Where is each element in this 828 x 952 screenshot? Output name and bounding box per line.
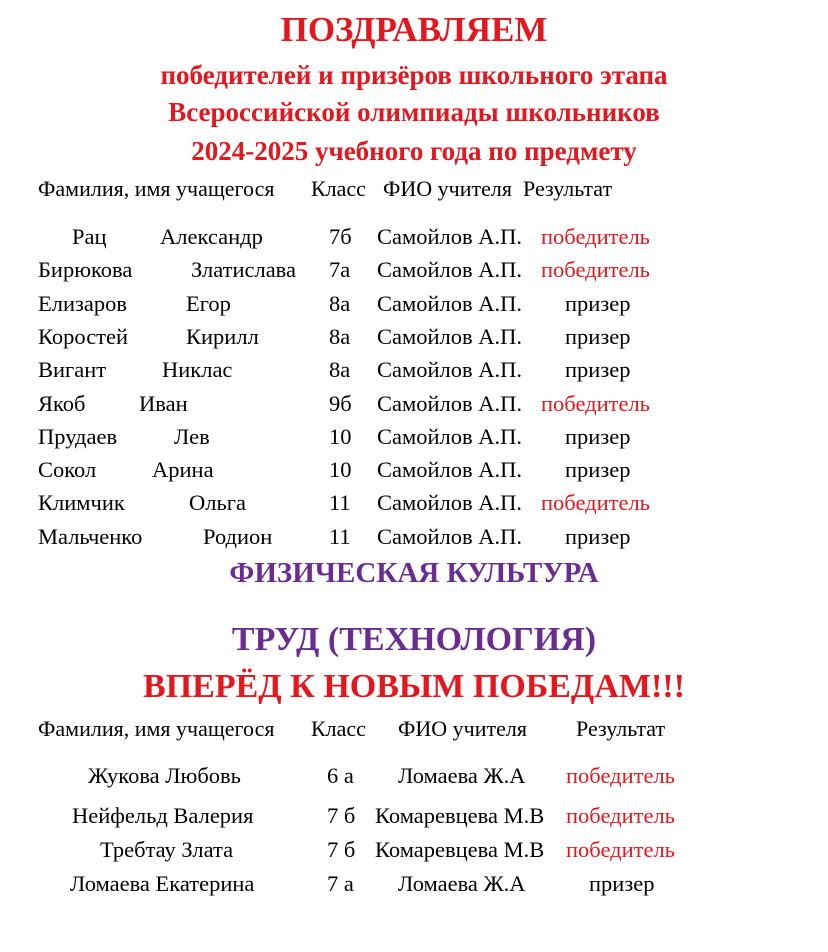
student-class: 11 xyxy=(329,490,351,515)
student-class: 8а xyxy=(329,357,351,382)
teacher-name: Самойлов А.П. xyxy=(377,424,522,449)
teacher-name: Самойлов А.П. xyxy=(377,257,522,282)
student-first-name: Егор xyxy=(186,291,231,316)
student-first-name: Ольга xyxy=(189,490,246,515)
student-last-name: Вигант xyxy=(38,357,107,382)
col-student-header: Фамилия, имя учащегося xyxy=(38,176,275,201)
slogan: ВПЕРЁД К НОВЫМ ПОБЕДАМ!!! xyxy=(143,668,685,705)
student-last-name: Мальченко xyxy=(38,524,143,549)
teacher-name: Самойлов А.П. xyxy=(377,357,522,382)
result-winner: победитель xyxy=(566,837,675,862)
teacher-name: Самойлов А.П. xyxy=(377,490,522,515)
col-class-header: Класс xyxy=(311,716,366,741)
student-class: 11 xyxy=(329,524,351,549)
teacher-name: Самойлов А.П. xyxy=(377,391,522,416)
result-winner: победитель xyxy=(541,257,650,282)
result-winner: победитель xyxy=(541,224,650,249)
student-class: 9б xyxy=(329,391,352,416)
teacher-name: Ломаева Ж.А xyxy=(398,763,526,788)
student-first-name: Лев xyxy=(174,424,210,449)
student-first-name: Никлас xyxy=(162,357,233,382)
teacher-name: Самойлов А.П. xyxy=(377,324,522,349)
col-teacher-header: ФИО учителя xyxy=(383,176,512,201)
student-class: 6 а xyxy=(327,763,354,788)
result-winner: победитель xyxy=(566,763,675,788)
student-class: 8а xyxy=(329,291,351,316)
student-last-name: Елизаров xyxy=(38,291,128,316)
result-prize: призер xyxy=(589,871,655,896)
student-class: 10 xyxy=(329,424,352,449)
teacher-name: Самойлов А.П. xyxy=(377,291,522,316)
student-first-name: Кирилл xyxy=(186,324,259,349)
student-class: 7 б xyxy=(327,803,356,828)
student-class: 7 б xyxy=(327,837,356,862)
result-prize: призер xyxy=(565,357,631,382)
student-name: Требтау Злата xyxy=(100,837,234,862)
student-first-name: Александр xyxy=(160,224,263,249)
teacher-name: Самойлов А.П. xyxy=(377,457,522,482)
student-name: Ломаева Екатерина xyxy=(70,871,255,896)
student-first-name: Иван xyxy=(139,391,188,416)
student-last-name: Климчик xyxy=(38,490,125,515)
student-last-name: Прудаев xyxy=(38,424,118,449)
student-class: 10 xyxy=(329,457,352,482)
result-prize: призер xyxy=(565,424,631,449)
page-title: ПОЗДРАВЛЯЕМ xyxy=(280,10,548,49)
result-prize: призер xyxy=(565,291,631,316)
result-winner: победитель xyxy=(541,490,650,515)
col-teacher-header: ФИО учителя xyxy=(398,716,527,741)
student-first-name: Златислава xyxy=(191,257,296,282)
student-last-name: Рац xyxy=(72,224,107,249)
student-class: 7а xyxy=(329,257,351,282)
student-first-name: Арина xyxy=(152,457,214,482)
student-last-name: Якоб xyxy=(38,391,86,416)
student-last-name: Сокол xyxy=(38,457,97,482)
teacher-name: Комаревцева М.В xyxy=(375,803,545,828)
result-winner: победитель xyxy=(566,803,675,828)
student-class: 7б xyxy=(329,224,352,249)
teacher-name: Ломаева Ж.А xyxy=(398,871,526,896)
subtitle-line-2: Всероссийской олимпиады школьников xyxy=(168,97,660,127)
student-first-name: Родион xyxy=(203,524,273,549)
result-winner: победитель xyxy=(541,391,650,416)
student-name: Жукова Любовь xyxy=(88,763,241,788)
col-result-header: Результат xyxy=(576,716,666,741)
result-prize: призер xyxy=(565,324,631,349)
student-last-name: Коростей xyxy=(38,324,129,349)
teacher-name: Самойлов А.П. xyxy=(377,524,522,549)
col-student-header: Фамилия, имя учащегося xyxy=(38,716,275,741)
col-result-header: Результат xyxy=(523,176,613,201)
result-prize: призер xyxy=(565,457,631,482)
subtitle-line-3: 2024-2025 учебного года по предмету xyxy=(191,136,637,166)
subject-title-pe: ФИЗИЧЕСКАЯ КУЛЬТУРА xyxy=(229,557,599,589)
student-class: 8а xyxy=(329,324,351,349)
teacher-name: Самойлов А.П. xyxy=(377,224,522,249)
subtitle-line-1: победителей и призёров школьного этапа xyxy=(160,60,668,90)
student-name: Нейфельд Валерия xyxy=(72,803,254,828)
col-class-header: Класс xyxy=(311,176,366,201)
result-prize: призер xyxy=(565,524,631,549)
teacher-name: Комаревцева М.В xyxy=(375,837,545,862)
student-last-name: Бирюкова xyxy=(38,257,133,282)
subject-title-technology: ТРУД (ТЕХНОЛОГИЯ) xyxy=(231,621,597,658)
student-class: 7 а xyxy=(327,871,354,896)
